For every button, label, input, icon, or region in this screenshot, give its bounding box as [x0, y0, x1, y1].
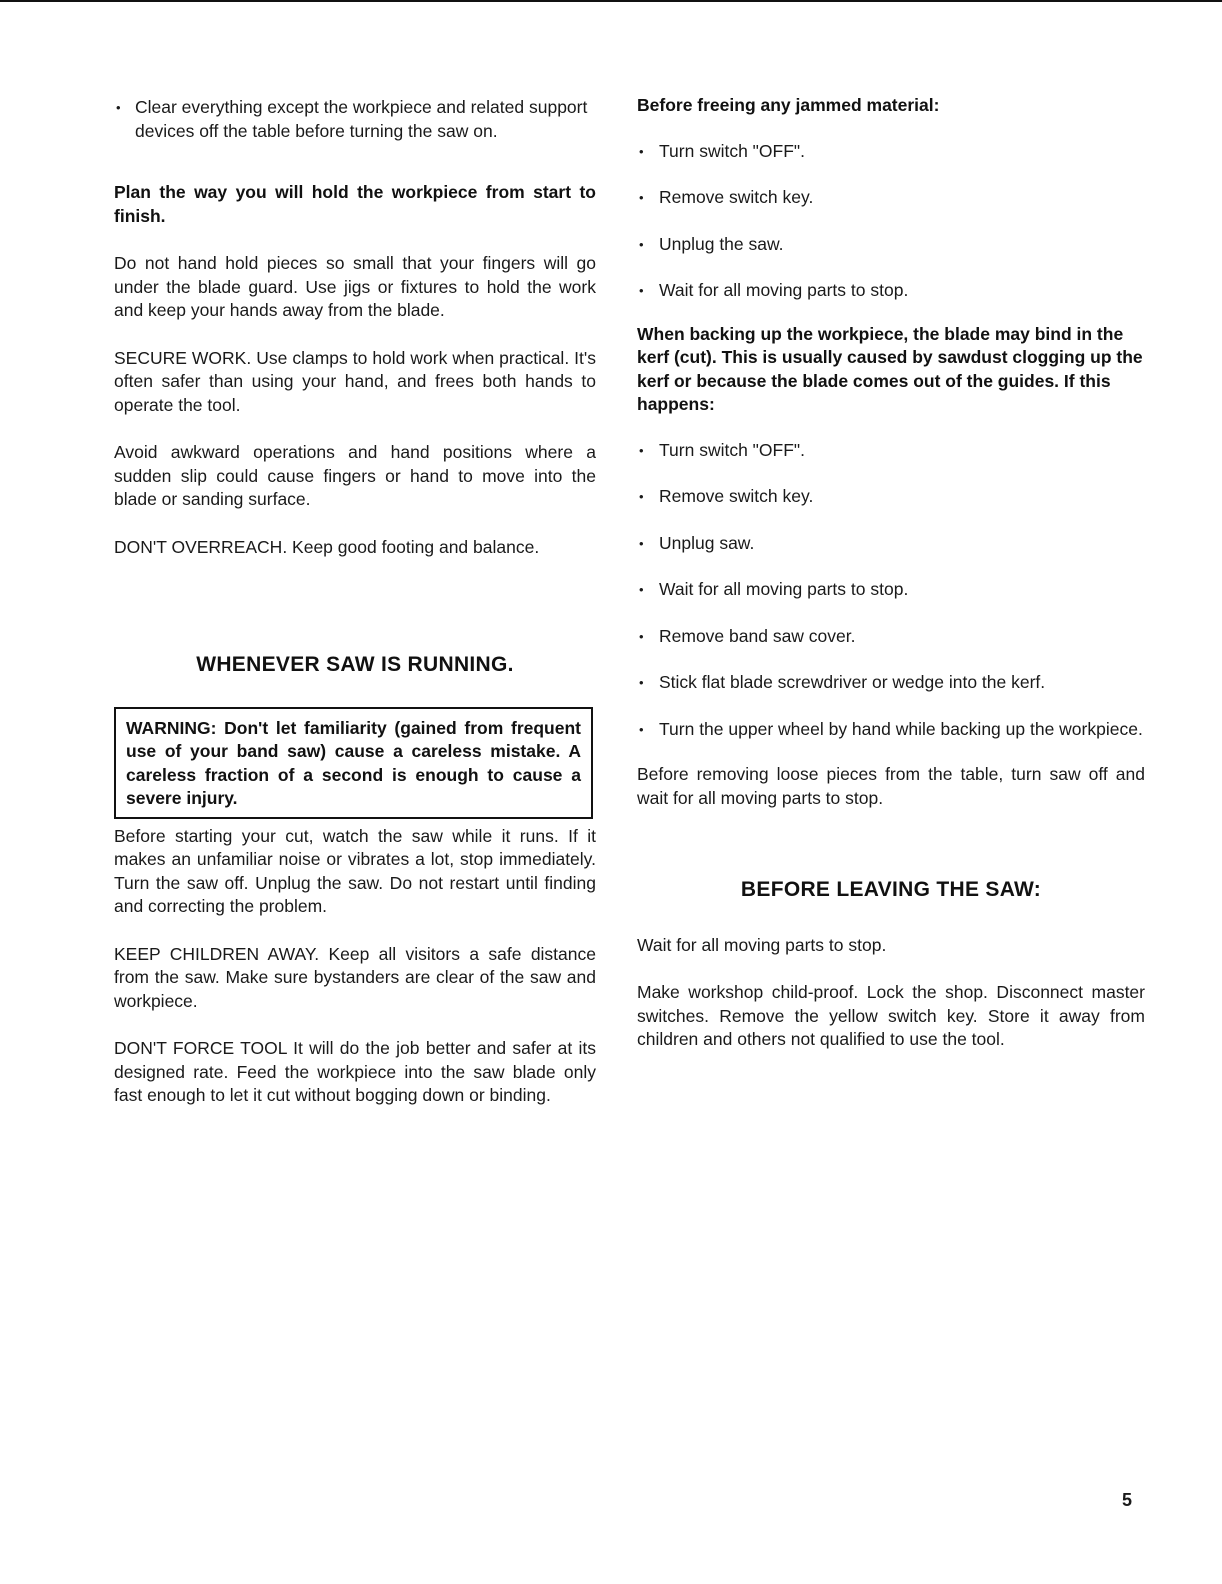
plan-heading: Plan the way you will hold the workpiece from start to finish.: [114, 182, 596, 226]
para-child-proof: Make workshop child-proof. Lock the shop. Disconnect master switches. Remove the yellow switch key. Store it away from children and others not qualified to use the tool.: [637, 982, 1145, 1049]
para-wait-moving-parts: Wait for all moving parts to stop.: [637, 934, 887, 955]
para-dont-force-tool: DON'T FORCE TOOL It will do the job better and safer at its designed rate. Feed the workpiece into the saw blade only fast enough to let it cut without bogging down or binding.: [114, 1038, 596, 1105]
list-item: • Remove switch key.: [637, 485, 1145, 509]
list-item: • Unplug the saw.: [637, 233, 1145, 257]
list-item: • Wait for all moving parts to stop.: [637, 279, 1145, 303]
backing-heading: When backing up the workpiece, the blade may bind in the kerf (cut). This is usually caused by sawdust clogging up the kerf or because the blade comes out of the guides. If this happens:: [637, 323, 1143, 414]
list-item: • Remove switch key.: [637, 186, 1145, 210]
para-secure-work: SECURE WORK. Use clamps to hold work when practical. It's often safer than using your hand, and frees both hands to operate the tool.: [114, 347, 596, 415]
para-avoid-awkward: Avoid awkward operations and hand positions where a sudden slip could cause fingers or hand to move into the blade or sanding surface.: [114, 442, 596, 509]
section-title-running: WHENEVER SAW IS RUNNING.: [196, 653, 514, 676]
list-item: • Wait for all moving parts to stop.: [637, 578, 1145, 602]
para-before-cut: Before starting your cut, watch the saw while it runs. If it makes an unfamiliar noise or vibrates a lot, stop immediately. Turn the saw off. Unplug the saw. Do not restart until finding and correcting the problem.: [114, 825, 596, 916]
para-keep-children-away: KEEP CHILDREN AWAY. Keep all visitors a safe distance from the saw. Make sure bystanders are clear of the saw and workpiece.: [114, 943, 596, 1011]
page-number: 5: [1122, 1490, 1133, 1510]
backing-steps-list: [637, 439, 1145, 742]
right-column: [637, 94, 1145, 1052]
freeing-steps-list: [637, 140, 1145, 303]
list-item: • Turn switch "OFF".: [637, 140, 1145, 164]
list-item: • Stick flat blade screwdriver or wedge into the kerf.: [637, 671, 1145, 695]
bullet-clear-table: • Clear everything except the workpiece and related support devices off the table before turning the saw on.: [114, 96, 596, 143]
list-item: • Turn the upper wheel by hand while backing up the workpiece.: [637, 718, 1145, 742]
para-loose-pieces: Before removing loose pieces from the table, turn saw off and wait for all moving parts to stop.: [637, 764, 1145, 808]
list-item: • Unplug saw.: [637, 532, 1145, 556]
freeing-heading: Before freeing any jammed material:: [637, 95, 940, 115]
section-title-leaving: BEFORE LEAVING THE SAW:: [740, 878, 1042, 901]
left-column: [114, 96, 596, 1108]
list-item: • Remove band saw cover.: [637, 625, 1145, 649]
left-bullet-list: [114, 96, 596, 143]
warning-text: WARNING: Don't let familiarity (gained from frequent use of your band saw) cause a careless mistake. A careless fraction of a second is enough to cause a severe injury.: [126, 717, 581, 808]
top-border-rule: [0, 0, 1222, 2]
list-item: • Turn switch "OFF".: [637, 439, 1145, 463]
para-dont-overreach: DON'T OVERREACH. Keep good footing and balance.: [114, 536, 540, 557]
para-hand-hold: Do not hand hold pieces so small that your fingers will go under the blade guard. Use jigs or fixtures to hold the work and keep your hands away from the blade.: [114, 253, 596, 320]
warning-box: [114, 707, 593, 819]
